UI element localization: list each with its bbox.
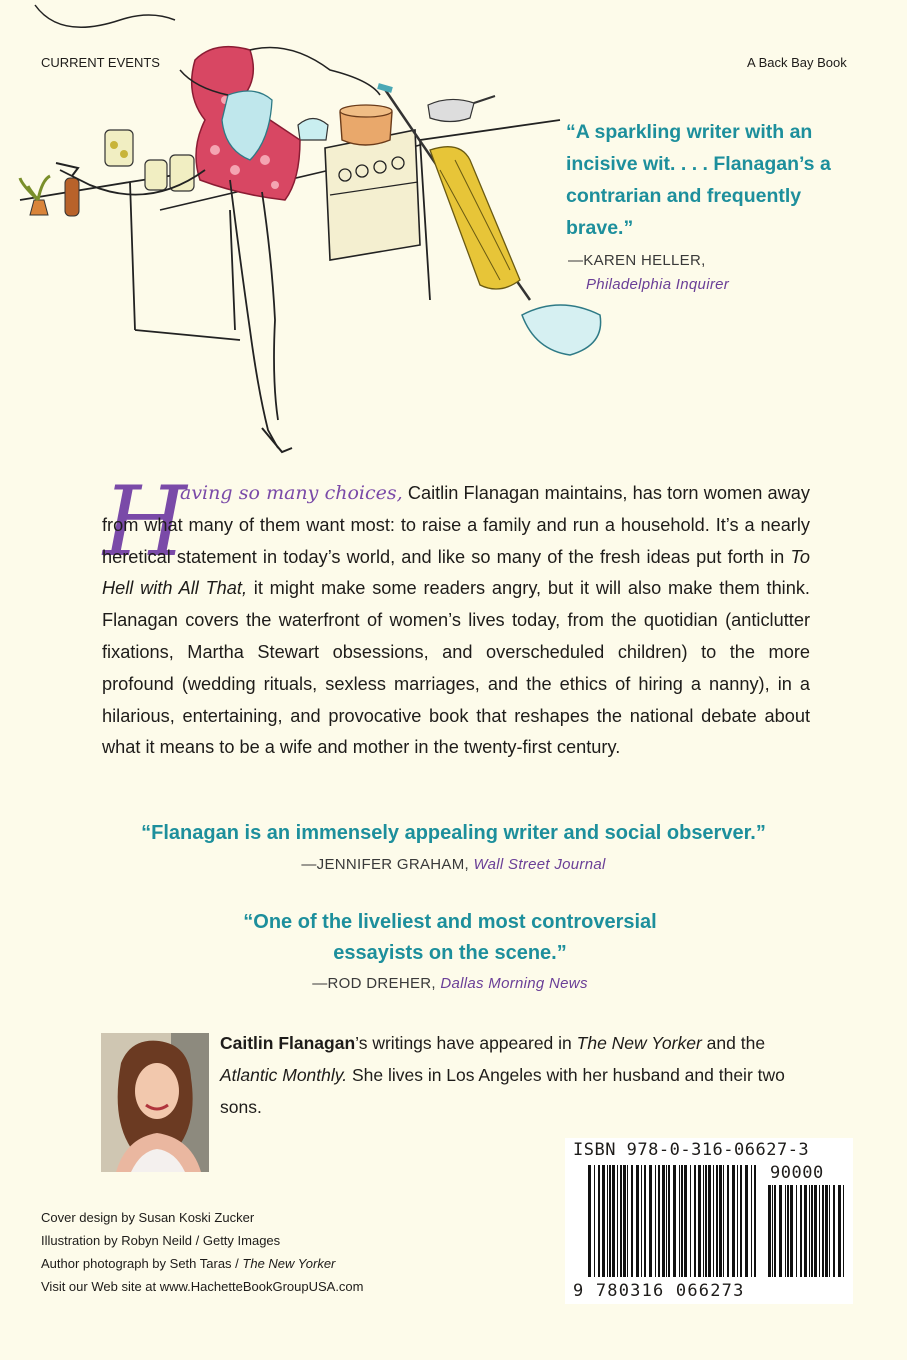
review-quote-1: “A sparkling writer with an incisive wit. . . . Flanagan’s a contrarian and frequently brave.” (566, 121, 831, 239)
author-bio-text-3: She lives in Los Angeles with her husband and their two sons. (220, 1065, 785, 1117)
cover-design-credit: Cover design by Susan Koski Zucker (41, 1210, 255, 1225)
review-quote-2: “Flanagan is an immensely appealing writer and social observer.” (141, 822, 766, 844)
book-title: To Hell with All That, (102, 546, 810, 599)
author-bio-publication-1: The New Yorker (576, 1033, 702, 1053)
price-barcode (768, 1185, 848, 1277)
author-bio (220, 1027, 810, 1123)
reviewer-name-2: —JENNIFER GRAHAM, (301, 856, 469, 873)
website-link[interactable]: Visit our Web site at www.HachetteBookGroupUSA.com (41, 1279, 364, 1294)
review-quote-3: “One of the liveliest and most controversial essayists on the scene.” (243, 911, 657, 964)
description-text-2: it might make some readers angry, but it will also make them think. Flanagan covers the waterfront of women’s lives today, from the quotidian (anticlutter fixations, Martha Stewart obsessions, and overscheduled children) to the more profound (wedding rituals, sexless marriages, and the ethics of hiring a nanny), in a hilarious, entertaining, and provocative book that reshapes the national debate about what it means to be a wife and mother in the twenty-first century. (102, 578, 810, 758)
book-description (102, 478, 810, 764)
author-bio-text-1: ’s writings have appeared in (355, 1033, 577, 1053)
review-attribution-3 (200, 975, 700, 992)
review-attribution-2 (40, 856, 867, 873)
ean-digits: 9 780316 066273 (573, 1281, 745, 1301)
drop-cap: H (103, 466, 187, 578)
photo-credit (41, 1252, 364, 1275)
credits (41, 1206, 364, 1298)
category-label: CURRENT EVENTS (41, 55, 160, 70)
author-name: Caitlin Flanagan (220, 1033, 356, 1053)
author-bio-text-2: and the (701, 1033, 766, 1053)
isbn-label: ISBN 978-0-316-06627-3 (573, 1140, 810, 1160)
description-text-1: Caitlin Flanagan maintains, has torn women away from what many of them want most: to raise a family and run a household. It’s a nearly heretical statement in today’s world, and like so many of the fresh ideas put forth in (102, 483, 810, 567)
photo-credit-prefix: Author photograph by Seth Taras / (41, 1256, 243, 1271)
author-bio-publication-2: Atlantic Monthly. (220, 1065, 348, 1085)
reviewer-source-2: Wall Street Journal (473, 856, 606, 873)
illustration-credit: Illustration by Robyn Neild / Getty Images (41, 1233, 281, 1248)
reviewer-source-1: Philadelphia Inquirer (586, 276, 730, 293)
reviewer-name-1: —KAREN HELLER, (568, 252, 706, 269)
price-code: 90000 (770, 1163, 824, 1183)
review-attribution-1 (568, 249, 858, 297)
description-lead: aving so many choices, (180, 482, 403, 504)
reviewer-source-3: Dallas Morning News (440, 975, 588, 992)
publisher-line: A Back Bay Book (747, 55, 847, 70)
photo-credit-publication: The New Yorker (242, 1256, 336, 1271)
isbn-barcode (588, 1165, 760, 1277)
author-photo (101, 1033, 209, 1172)
reviewer-name-3: —ROD DREHER, (312, 975, 436, 992)
